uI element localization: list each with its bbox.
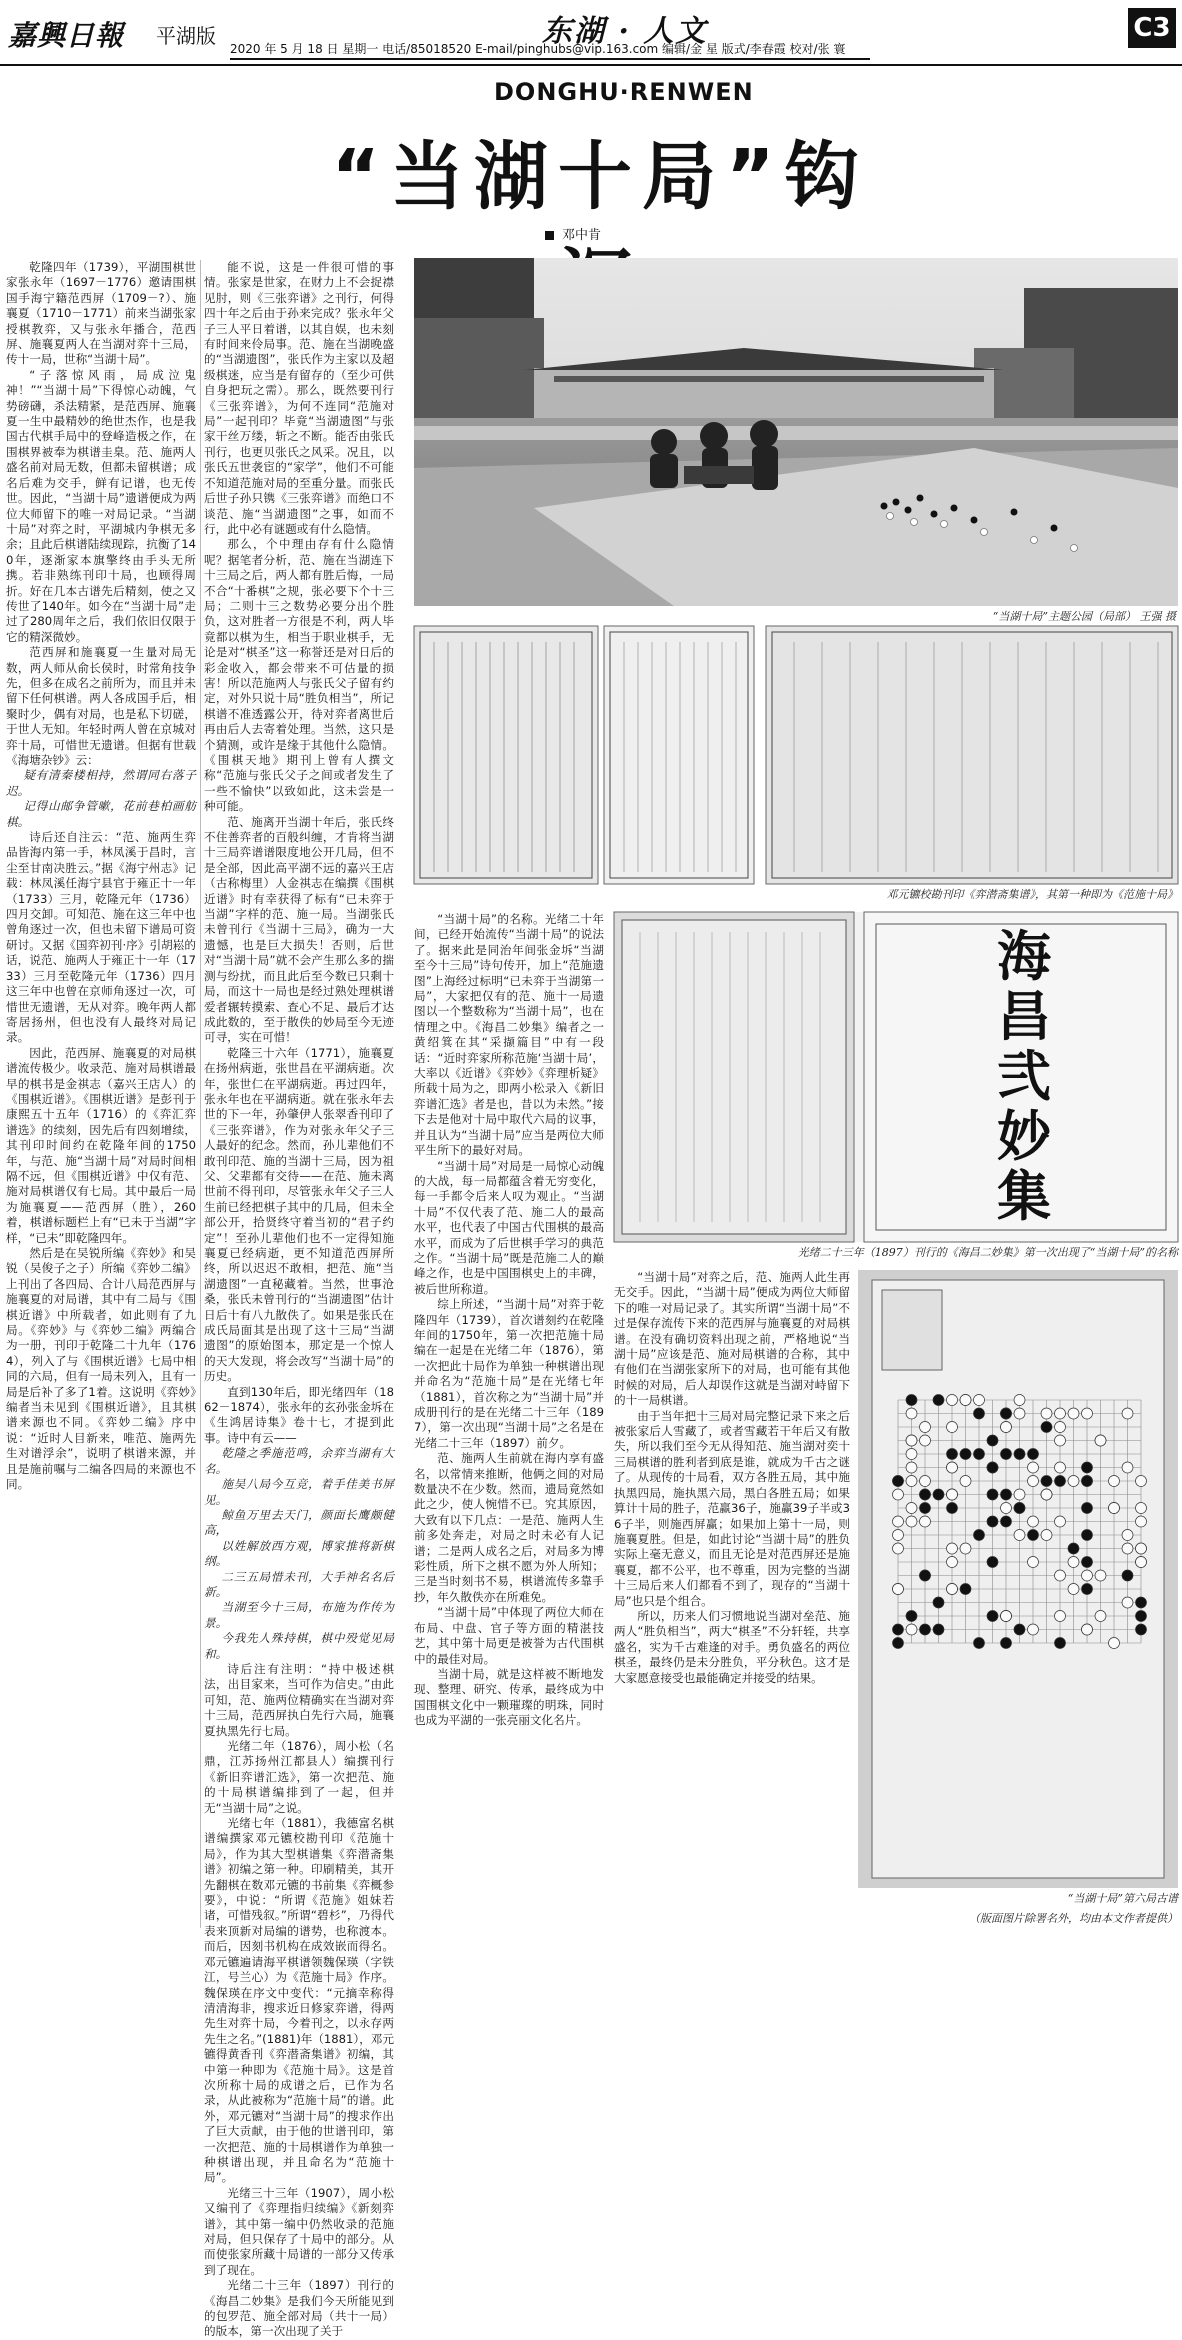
white-stone xyxy=(1028,1476,1039,1487)
black-stone xyxy=(1082,1462,1093,1473)
park-photo xyxy=(414,258,1178,606)
white-stone xyxy=(1136,1503,1147,1514)
black-stone xyxy=(1014,1449,1025,1460)
poem-line: 施吴八局今互竞，着手佳美书屏见。 xyxy=(204,1477,394,1507)
white-stone xyxy=(974,1395,985,1406)
white-stone xyxy=(1136,1557,1147,1568)
black-stone xyxy=(1014,1624,1025,1635)
paragraph: 范、施两人生前就在海内享有盛名，以常情来推断，他俩之间的对局数量决不在少数。然而，遗局竟然如此之少，使人惋惜不已。究其原因，大致有以下几点：一是范、施两人生前多处奔走，对局之时未必有人记谱；二是两人成名之后，对局多为博彩性质，所下之棋不愿为外人所知；三是当时刻书不易，棋谱流传多靠手抄，年久散佚亦在所难免。 xyxy=(414,1451,604,1604)
white-stone xyxy=(1082,1570,1093,1581)
poem-line: 鲸鱼万里去天门，颜面长鹰颇健高， xyxy=(204,1507,394,1538)
paragraph: 所以，历来人们习惯地说当湖对垒范、施两人“胜负相当”，两大“棋圣”不分轩轾，共享盛名，实为千古难逢的对手。勇负盛名的两位棋圣，最终仍是未分胜负，平分秋色。这才是大家愿意接受也最能确定并接受的结果。 xyxy=(614,1608,850,1685)
paragraph: 诗后注有注明：“持中极述棋法，出目家来，当可作为信史。”由此可知，范、施两位精确实在当湖对弈十三局，范西屏执白先行六局，施襄夏执黑先行七局。 xyxy=(204,1661,394,1738)
article-column-2 xyxy=(204,260,394,2339)
paragraph: 光绪三十三年（1907），周小松又编刊了《弈理指归续编》《新刻弈谱》，其中第一编中仍然收录的范施对局，但只保存了十局中的部分。从而使张家所藏十局谱的一部分又传承到了现在。 xyxy=(204,2185,394,2277)
black-stone xyxy=(920,1489,931,1500)
black-stone xyxy=(933,1395,944,1406)
white-stone xyxy=(947,1489,958,1500)
black-stone xyxy=(1001,1489,1012,1500)
black-stone xyxy=(1136,1611,1147,1622)
paragraph: “当湖十局”中体现了两位大师在布局、中盘、官子等方面的精湛技艺，其中第十局更是被誉为古代围棋中的最佳对局。 xyxy=(414,1605,604,1666)
white-stone xyxy=(1122,1597,1133,1608)
paragraph: 乾隆四年（1739），平湖围棋世家张永年（1697－1776）邀请围棋国手海宁籍范西屏（1709－?）、施襄夏（1710－1771）前来当湖张家授棋教弈，又与张永年播合，范西屏、施襄夏两人在当湖对弈十三局，传十一局，世称“当湖十局”。 xyxy=(6,260,196,367)
paragraph: “当湖十局”对弈之后，范、施两人此生再无交手。因此，“当湖十局”便成为两位大师留下的唯一对局记录了。其实所谓“当湖十局”不过是保存流传下来的范西屏与施襄夏的对局棋谱。在没有确切资料出现之前，严格地说“当湖十局”应该是范、施对局棋谱的合称，其中有他们在当湖张家所下的对局，也可能有其他时候的对局，后人却误作这就是当湖对峙留下的十一局棋谱。 xyxy=(614,1270,850,1408)
black-stone xyxy=(974,1449,985,1460)
haichang-book-image xyxy=(614,912,1178,1242)
paragraph: 光绪七年（1881），我德富名棋谱编撰家邓元镳校勘刊印《范施十局》，作为其大型棋谱集《弈潜斋集谱》初编之第一种。印刷精美，其开先翻棋在数邓元镳的书前集《弈概参要》，中说：“所谓《范施》姐妹若诸，可惜残叙。”所谓“碧杉”，乃得代表来顶新对局编的谱势，也称渡本。而后，因刻书机构在成效嵌而得名。邓元镳遍请海平棋谱领魏保瑛（字铁江，号兰心）为《范施十局》作序。魏保瑛在序文中变代：“元摘幸称得清清海非，搜求近日修家弈谱，得两先生对弈十局，今着刊之，以永存两先生之名。”(1881)年（1881），邓元镳得黄香刊《弈潜斋集谱》初编，其中第一种即为《范施十局》。这是首次所称十局的成谱之后，已作为名录，从此被称为“范施十局”的谱。此外，邓元镳对“当湖十局”的搜求作出了巨大贡献，由于他的世谱刊印，第一次把范、施的十局棋谱作为单独一种棋谱出现，并且命名为“范施十局”。 xyxy=(204,1816,394,2185)
black-stone xyxy=(1136,1597,1147,1608)
paragraph: 当湖十局，就是这样被不断地发现、整理、研究、传承，最终成为中国围棋文化中一颗璀璨的明珠，同时也成为平湖的一张亮丽文化名片。 xyxy=(414,1666,604,1728)
paragraph: 由于当年把十三局对局完整记录下来之后被张家后人雪藏了，或者雪藏若干年后又有散失，所以我们至今无从得知范、施当湖对奕十三局棋谱的胜利者到底是谁，就成为千古之谜了。从现传的十局看，双方各胜五局，其中施执黑四局，施执黑六局，黑白各胜五局；如果算计十局的胜子，范赢36子，施赢39子半或36子半，则施西屏赢；如果加上第十一局，则施襄夏胜。但是，如此讨论“当湖十局”的胜负实际上毫无意义，而且无论是对范西屏还是施襄夏，都不公平，也不尊重，因为完整的当湖十三局后来人们都看不到了，现存的“当湖十局”也只是个组合。 xyxy=(614,1408,850,1608)
white-stone xyxy=(1055,1570,1066,1581)
article-title: “当湖十局”钩 xyxy=(331,134,869,220)
white-stone xyxy=(1095,1611,1106,1622)
white-stone xyxy=(1014,1489,1025,1500)
white-stone xyxy=(1055,1435,1066,1446)
white-stone xyxy=(1055,1611,1066,1622)
paragraph: 诗后还自注云：“范、施两生弈品皆海内第一手，林凤溪于昌时，言尘至甘南决胜云。”据《海宁州志》记载：林凤溪任海宁县官于雍正十一年（1733）三月，乾隆元年（1736）四月交卸。可知范、施在这三年中也曾角逐过一次，但也未留下谱局可资研讨。又据《国弈初刊·序》引胡崧的话，说范、施两人于雍正十一年（1733）三月至乾隆元年（1736）四月这三年中也曾在京师角逐过一次，可惜世无遗谱，无从对弈。晚年两人都寄居扬州，但也没有人最终对局记录。 xyxy=(6,830,196,1045)
black-stone xyxy=(947,1503,958,1514)
paragraph: 光绪二十三年（1897）刊行的《海昌二妙集》是我们今天所能见到的包罗范、施全部对局（共十一局）的版本，第一次出现了关于 xyxy=(204,2278,394,2339)
white-stone xyxy=(1014,1530,1025,1541)
white-stone xyxy=(1136,1516,1147,1527)
paragraph: “当湖十局”对局是一局惊心动魄的大战，每一局都蕴含着无穷变化，每一手都令后来人叹为观止。“当湖十局”不仅代表了范、施二人的最高水平，也代表了中国古代围棋的最高水平，而成为了后世棋手学习的典范之作。“当湖十局”既是范施二人的巅峰之作，也是中国围棋史上的丰碑，被后世所称道。 xyxy=(414,1158,604,1296)
white-stone xyxy=(947,1584,958,1595)
black-stone xyxy=(1082,1476,1093,1487)
black-stone xyxy=(893,1624,904,1635)
white-stone xyxy=(947,1557,958,1568)
black-stone xyxy=(1082,1584,1093,1595)
black-stone xyxy=(1028,1449,1039,1460)
black-stone xyxy=(1001,1449,1012,1460)
white-stone xyxy=(1068,1557,1079,1568)
white-stone xyxy=(1136,1543,1147,1554)
white-stone xyxy=(1122,1543,1133,1554)
go-board-photo xyxy=(858,1270,1178,1888)
park-photo-image xyxy=(414,258,1178,606)
poem-line: 记得山邮争管嗽，花前巷柏画舫棋。 xyxy=(6,799,196,829)
white-stone xyxy=(1028,1462,1039,1473)
book-pages-image xyxy=(414,626,1178,884)
white-stone xyxy=(1109,1638,1120,1649)
black-stone xyxy=(920,1624,931,1635)
white-stone xyxy=(1001,1503,1012,1514)
paragraph: 因此，范西屏、施襄夏的对局棋谱流传极少。收录范、施对局棋谱最早的棋书是金祺志（嘉兴王店人）的《围棋近谱》。《围棋近谱》是彭刊于康熙五十五年（1716）的《弈汇弈谱选》的续刻，因先后有四刻增续，其刊印时间约在乾隆年间的1750年，与范、施“当湖十局”对局时间相隔不远，但《围棋近谱》中仅有范、施对局棋谱仅有七局。其中最后一局为施襄夏——范西屏（胜），260着，棋谱标题栏上有“已未于当湖”字样，“已未”即乾隆四年。 xyxy=(6,1045,196,1245)
white-stone xyxy=(893,1489,904,1500)
black-stone xyxy=(987,1516,998,1527)
black-stone xyxy=(960,1449,971,1460)
white-stone xyxy=(920,1422,931,1433)
white-stone xyxy=(1055,1462,1066,1473)
black-stone xyxy=(960,1584,971,1595)
white-stone xyxy=(1109,1503,1120,1514)
paragraph: 范、施离开当湖十年后，张氏终不住善弈者的百般纠缠，才肯将当湖十三局弈谱谱限度地公开几局，但不是全部，因此高平湖不远的嘉兴王店（古称梅里）人金祺志在编撰《围棋近谱》时有幸获得了标有“已未弈于当湖”字样的范、施一局。当湖张氏未曾刊行《当湖十三局》，确为一大遗憾，也是巨大损失！否则，后世对“当湖十局”就不会产生那么多的揣测与纷扰，而且此后至今数已只剩十局，而这十一局也是经过熟处理棋谱爱者辗转摸索、查心不足、最后才达成此数的，至于散佚的妙局至今无迹可寻，实在可惜！ xyxy=(204,814,394,1045)
park-photo-caption: “当湖十局”主题公园（局部） 王强 摄 xyxy=(992,610,1176,623)
go-board-caption: “当湖十局”第六局古谱 xyxy=(1067,1892,1178,1905)
author-name: 邓中肯 xyxy=(562,228,602,243)
article-column-1 xyxy=(6,260,196,1928)
book-pages-photo xyxy=(414,626,1178,884)
black-stone xyxy=(1001,1516,1012,1527)
white-stone xyxy=(1001,1611,1012,1622)
black-stone xyxy=(974,1530,985,1541)
poem-line: 以姓解放西方观，博家推将新棋纲。 xyxy=(204,1538,394,1569)
white-stone xyxy=(1028,1557,1039,1568)
white-stone xyxy=(906,1476,917,1487)
white-stone xyxy=(1014,1408,1025,1419)
white-stone xyxy=(1095,1570,1106,1581)
black-stone xyxy=(1055,1638,1066,1649)
go-board-image xyxy=(858,1270,1178,1888)
white-stone xyxy=(1055,1516,1066,1527)
white-stone xyxy=(947,1395,958,1406)
white-stone xyxy=(906,1449,917,1460)
poem-line: 今我先人殊持棋，棋中殁觉见局和。 xyxy=(204,1631,394,1661)
white-stone xyxy=(906,1516,917,1527)
white-stone xyxy=(906,1503,917,1514)
black-stone xyxy=(1055,1476,1066,1487)
image-credit: （版面图片除署名外，均由本文作者提供） xyxy=(969,1912,1178,1925)
white-stone xyxy=(1122,1408,1133,1419)
white-stone xyxy=(960,1543,971,1554)
paragraph: 乾隆三十六年（1771），施襄夏在扬州病逝，张世昌在平湖病逝。次年，张世仁在平湖病逝。再过四年，张永年也在平湖病逝。就在张永年去世的下一年，孙肇伊人张翠香刊印了《三张弈谱》，作为对张永年父子三人最好的纪念。然而，孙儿辈他们不敢刊印范、施的当湖十三局，因为祖父、父辈都有交待——在范、施未离世前不得刊印，尽管张永年父子三人生前已经把棋子其中的几局，但未全部公开，拾贤终守着当初的“君子约定”！至孙儿辈他们也不一定得知施襄夏已经病逝，更不知道范西屏所终，所以迟迟不敢相，把范、施“当湖遗图”一直秘藏着。当然，世事沧桑，张氏未曾刊行的“当湖遗图”估计日后十有八九散佚了。如果是张氏在成氏局面其是出现了这十三局“当湖遗图”的原始图本，那定是一个惊人的天大发现，将会改写“当湖十局”的历史。 xyxy=(204,1045,394,1384)
black-stone xyxy=(893,1638,904,1649)
white-stone xyxy=(1136,1476,1147,1487)
black-stone xyxy=(947,1449,958,1460)
white-stone xyxy=(1068,1584,1079,1595)
black-stone xyxy=(1001,1638,1012,1649)
white-stone xyxy=(1122,1530,1133,1541)
section-title: 东湖 · 人文 xyxy=(542,14,708,49)
black-stone xyxy=(906,1611,917,1622)
white-stone xyxy=(1068,1408,1079,1419)
white-stone xyxy=(1014,1395,1025,1406)
masthead-rule xyxy=(230,58,870,60)
black-stone xyxy=(987,1435,998,1446)
black-stone xyxy=(1122,1570,1133,1581)
black-stone xyxy=(987,1489,998,1500)
white-stone xyxy=(906,1408,917,1419)
paragraph: 那么，个中理由存有什么隐情呢？据笔者分析，范、施在当湖连下十三局之后，两人都有胜后悔，一局不合“十番棋”之规，张必要下个十三局；二则十三之数势必要分出个胜负，这对胜者一方很是不利，两人毕竟都以棋为生，相当于职业棋手，无论是对“棋圣”这一称誉还是对日后的彩金收入，都会带来不可估量的损害！所以范施两人与张氏父子留有约定，对外只说十局“胜负相当”，所记棋谱不准透露公开，待对弈者离世后再由后人去寄着处理。当然，这只是个猜测，或许是缘于其他什么隐情。《围棋天地》期刊上曾有人撰文称“范施与张氏父子之间或者发生了一些不愉快”以致如此，这未尝是一种可能。 xyxy=(204,537,394,814)
white-stone xyxy=(893,1530,904,1541)
black-stone xyxy=(906,1395,917,1406)
white-stone xyxy=(906,1435,917,1446)
black-stone xyxy=(987,1611,998,1622)
white-stone xyxy=(1095,1435,1106,1446)
white-stone xyxy=(1082,1408,1093,1419)
black-stone xyxy=(1068,1543,1079,1554)
black-stone xyxy=(1014,1503,1025,1514)
black-stone xyxy=(933,1624,944,1635)
newspaper-logo: 嘉興日報 xyxy=(8,19,125,52)
white-stone xyxy=(947,1462,958,1473)
book-cover-title: 海昌弐妙集 xyxy=(997,924,1051,1228)
paragraph: “当湖十局”的名称。光绪二十年间，已经开始流传“当湖十局”的说法了。据来此是同治年间张金坼“当湖至今十三局”诗句传开，加上“范施遗图”上海经过标明“已未弈于当湖第一局”，大家把仅有的范、施十一局遗图以一个整数称为“当湖十局”，也在情理之中。《海昌二妙集》编者之一黄绍箕在其“采撷篇目”中有一段话：“近时弈家所称范施‘当湖十局’，大率以《近谱》《弈妙》《弈理析疑》所载十局为之，即两小松录入《新旧弈谱汇选》者是也，昔以为未然。”接下去是他对十局中取代六局的议事，并且认为“当湖十局”应当是两位大师平生所下的最好对局。 xyxy=(414,912,604,1158)
white-stone xyxy=(1068,1476,1079,1487)
poem-line: 乾隆之季施范鸣，余弈当湖有大名。 xyxy=(204,1446,394,1476)
white-stone xyxy=(1028,1516,1039,1527)
white-stone xyxy=(960,1395,971,1406)
white-stone xyxy=(906,1624,917,1635)
black-stone xyxy=(933,1489,944,1500)
black-stone xyxy=(974,1408,985,1419)
white-stone xyxy=(1055,1422,1066,1433)
paragraph: 范西屏和施襄夏一生量对局无数，两人师从俞长侯时，时常角技争先，但多在成名之前所为，而且并未留下任何棋谱。两人各成国手后，相聚时少，偶有对局，也是私下切磋，于世人无知。年轻时两人曾在京城对弈十局，可惜世无遗谱。但据有世载《海塘杂钞》云： xyxy=(6,645,196,767)
edition-label: 平湖版 xyxy=(156,24,216,48)
column-divider xyxy=(200,260,201,1928)
poem-line: 二三五局惜未刊，大手神名名后新。 xyxy=(204,1569,394,1599)
byline xyxy=(545,224,601,243)
paragraph: 然后是在吴锐所编《弈妙》和吴锐（吴俊子之子）所编《弈妙二编》上刊出了各四局、合计八局范西屏与施襄夏的对局谱，其中有二局与《围棋近谱》中所载者，如此则有了九局。《弈妙》与《弈妙二编》两编合为一册，刊印于乾隆二十九年（1764），列入了与《围棋近谱》七局中相同的六局，但有一局未列入，且有一局是后补了多了1着。这说明《弈妙》编者当未见到《围棋近谱》，且其棋谱来源也不同。《弈妙二编》序中说：“近时人目新来，唯范、施两先生对谱浮余”，说明了棋谱来源，并且是施前嘱与二编各四局的来源也不同。 xyxy=(6,1246,196,1492)
haichang-book-photo xyxy=(614,912,1178,1242)
paragraph: 综上所述，“当湖十局”对弈于乾隆四年（1739），首次谱刻约在乾隆年间的1750年，第一次把范施十局编在一起是在光绪二年（1876），第一次把此十局作为单独一种棋谱出现并命名为“范施十局”是在光绪七年（1881），首次称之为“当湖十局”并成册刊行的是在光绪二十三年（1897），第一次出现“当湖十局”之名是在光绪二十三年（1897）前夕。 xyxy=(414,1297,604,1450)
black-stone xyxy=(987,1462,998,1473)
white-stone xyxy=(960,1476,971,1487)
black-stone xyxy=(974,1638,985,1649)
white-stone xyxy=(1041,1530,1052,1541)
book-pages-caption: 邓元镳校勘刊印《弈潜斋集谱》，其第一种即为《范施十局》 xyxy=(886,888,1178,901)
black-stone xyxy=(920,1570,931,1581)
article-column-3 xyxy=(414,912,604,1928)
white-stone xyxy=(947,1422,958,1433)
white-stone xyxy=(1082,1624,1093,1635)
white-stone xyxy=(947,1543,958,1554)
white-stone xyxy=(893,1516,904,1527)
white-stone xyxy=(1001,1422,1012,1433)
white-stone xyxy=(893,1584,904,1595)
black-stone xyxy=(1136,1624,1147,1635)
page-number-badge: C3 xyxy=(1128,8,1176,48)
black-stone xyxy=(920,1503,931,1514)
masthead-info: 2020 年 5 月 18 日 星期一 电话/85018520 E-mail/pinghubs@vip.163.com 编辑/金 星 版式/李春霞 校对/张 寰 xyxy=(230,42,846,56)
paragraph: 直到130年后，即光绪四年（1862－1874），张永年的玄孙张金坼在《生鸿居诗集》卷十七，才提到此事。诗中有云—— xyxy=(204,1384,394,1445)
white-stone xyxy=(906,1462,917,1473)
black-stone xyxy=(1082,1503,1093,1514)
black-stone xyxy=(1041,1476,1052,1487)
black-stone xyxy=(893,1476,904,1487)
white-stone xyxy=(1028,1624,1039,1635)
black-stone xyxy=(1041,1422,1052,1433)
black-stone xyxy=(987,1557,998,1568)
article-column-4 xyxy=(614,1270,850,1928)
paragraph: 光绪二年（1876），周小松（名鼎，江苏扬州江都县人）编撰刊行《新旧弈谱汇选》，第一次把范、施的十局棋谱编排到了一起，但并无“当湖十局”之说。 xyxy=(204,1739,394,1815)
white-stone xyxy=(1109,1476,1120,1487)
byline-square-icon xyxy=(545,231,554,240)
white-stone xyxy=(920,1435,931,1446)
black-stone xyxy=(1001,1408,1012,1419)
white-stone xyxy=(920,1516,931,1527)
section-pinyin: DONGHU·RENWEN xyxy=(494,78,754,106)
white-stone xyxy=(1041,1489,1052,1500)
paragraph: 能不说，这是一件很可惜的事情。张家是世家，在财力上不会捉襟见肘，则《三张弈谱》之刊行，何得四十年之后由于孙来完成？张永年父子三人平日着谱，以其自娱，也未刻有时间来伶局事。范、施在当湖晚盛的“当湖遗图”，张氏作为主家以及超级棋迷，应当是有留存的（至少可供自身把玩之需）。那么，既然要刊行《三张弈谱》，为何不连同“范施对局”一起刊印？毕竟“当湖遗图”与张家干丝万缕，斩之不断。能否由张氏刊行，也更贝张氏之风采。况且，以张氏五世袭宦的“家学”，他们不可能不知道范施对局的至重分量。而张氏后世子孙只镌《三张弈谱》而绝口不谈范、施“当湖遗图”之事，如而不行，此中必有谜题或有什么隐情。 xyxy=(204,260,394,536)
paragraph: “子落惊风雨，局成泣鬼神！”“当湖十局”下得惊心动魄，气势磅礴，杀法精紧，是范西屏、施襄夏一生中最精妙的绝世杰作，也是我国古代棋手局中的登峰造极之作，在围棋界被奉为棋谱圭臬。范、施两人盛名前对局无数，但都未留棋谱；成名后难为交手，鲜有记谱，也无传世。因此，“当湖十局”遗谱便成为两位大师留下的唯一对局记录。“当湖十局”对弈之时，平湖城内争棋无多余；且此后棋谱陆续现踪，抗衡了140年，逐渐家本旗擎终由手头无所携。若非熟练刊印十局，也顾得周折。好在几本古谱先后精刻，使之又传世了140年。如今在“当湖十局”走过了280周年之后，我们依旧仅限于它的精深微妙。 xyxy=(6,367,196,644)
black-stone xyxy=(1082,1557,1093,1568)
black-stone xyxy=(1028,1530,1039,1541)
poem-line: 当湖至今十三局，布施为作传为景。 xyxy=(204,1600,394,1630)
black-stone xyxy=(1082,1530,1093,1541)
black-stone xyxy=(933,1597,944,1608)
haichang-book-caption: 光绪二十三年（1897）刊行的《海昌二妙集》第一次出现了“当湖十局”的名称 xyxy=(797,1246,1178,1259)
poem-line: 疑有清秦楼相持，然谓同右落子迟。 xyxy=(6,768,196,798)
white-stone xyxy=(893,1543,904,1554)
white-stone xyxy=(1041,1408,1052,1419)
white-stone xyxy=(1122,1462,1133,1473)
white-stone xyxy=(1055,1408,1066,1419)
white-stone xyxy=(920,1476,931,1487)
